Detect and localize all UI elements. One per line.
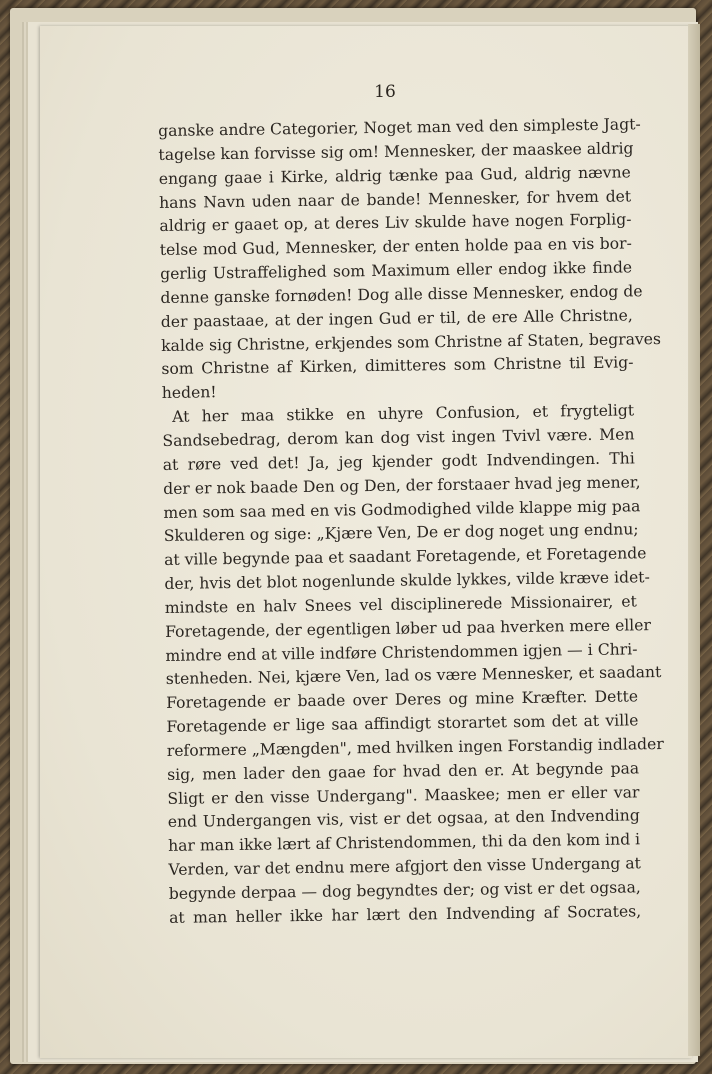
text-line: Sandsebedrag, derom kan dog vist ingen Tvivl være. Men	[162, 425, 635, 450]
text-line: Sligt er den visse Undergang". Maaskee; men er eller var	[167, 782, 640, 808]
text-line: tagelse kan forvisse sig om! Mennesker, der maaskee aldrig	[158, 139, 634, 164]
text-line: end Undergangen vis, vist er det ogsaa, at den Indvending	[167, 806, 640, 832]
text-line: aldrig er gaaet op, at deres Liv skulde have nogen Forplig-	[159, 210, 632, 236]
text-line: har man ikke lært af Christendommen, thi da den kom ind i	[168, 830, 641, 856]
text-line: der er nok baade Den og Den, der forstaaer hvad jeg mener,	[163, 472, 641, 498]
text-line: Foretagende er lige saa affindigt storartet som det at ville	[166, 711, 639, 737]
text-line: reformere „Mængden", med hvilken ingen Forstandig indlader	[166, 734, 664, 760]
text-line: mindre end at ville indføre Christendommen igjen — i Chri-	[165, 639, 638, 665]
paragraph-start: At her maa stikke en uhyre Confusion, et frygteligt	[172, 401, 635, 426]
text-line: Foretagende, der egentligen løber ud paa hverken mere eller	[165, 615, 652, 641]
text-line: kalde sig Christne, erkjendes som Christne af Staten, begraves	[161, 329, 662, 355]
text-line: stenheden. Nei, kjære Ven, lad os være Mennesker, et saadant	[165, 663, 662, 689]
text-line: heden!	[161, 383, 217, 403]
text-line: Skulderen og sige: „Kjære Ven, De er dog noget ung endnu;	[163, 520, 639, 546]
text-line: Foretagende er baade over Deres og mine Kræfter. Dette	[166, 687, 639, 713]
text-line: sig, men lader den gaae for hvad den er. At begynde paa	[167, 759, 640, 784]
text-line: der, hvis det blot nogenlunde skulde lykkes, vilde kræve idet-	[164, 568, 650, 593]
text-line: at man heller ikke har lært den Indvending af Socrates,	[169, 902, 642, 927]
body-text	[158, 113, 664, 930]
text-line: der paastaae, at der ingen Gud er til, de ere Alle Christne,	[160, 306, 633, 331]
text-line: gerlig Ustraffelighed som Maximum eller endog ikke finde	[160, 258, 633, 284]
text-line: som Christne af Kirken, dimitteres som Christne til Evig-	[161, 353, 634, 379]
text-line: engang gaae i Kirke, aldrig tænke paa Gud, aldrig nævne	[158, 163, 631, 188]
text-line: Verden, var det endnu mere afgjort den visse Undergang at	[168, 854, 641, 880]
text-line: denne ganske fornøden! Dog alle disse Mennesker, endog de	[160, 282, 643, 307]
page-gutter	[688, 24, 700, 1056]
text-line: telse mod Gud, Mennesker, der enten holde paa en vis bor-	[159, 234, 632, 260]
text-line: mindste en halv Snees vel disciplinerede Missionairer, et	[164, 592, 637, 617]
page-number: 16	[374, 82, 396, 102]
text-line: ganske andre Categorier, Noget man ved den simpleste Jagt-	[158, 115, 641, 140]
text-line: at ville begynde paa et saadant Foretagende, et Foretagende	[164, 544, 647, 570]
text-line: begynde derpaa — dog begyndtes der; og vist er det ogsaa,	[168, 878, 641, 903]
text-line: men som saa med en vis Godmodighed vilde klappe mig paa	[163, 496, 641, 522]
text-line: at røre ved det! Ja, jeg kjender godt Indvendingen. Thi	[162, 449, 635, 474]
text-line: hans Navn uden naar de bande! Mennesker, for hvem det	[159, 186, 632, 212]
